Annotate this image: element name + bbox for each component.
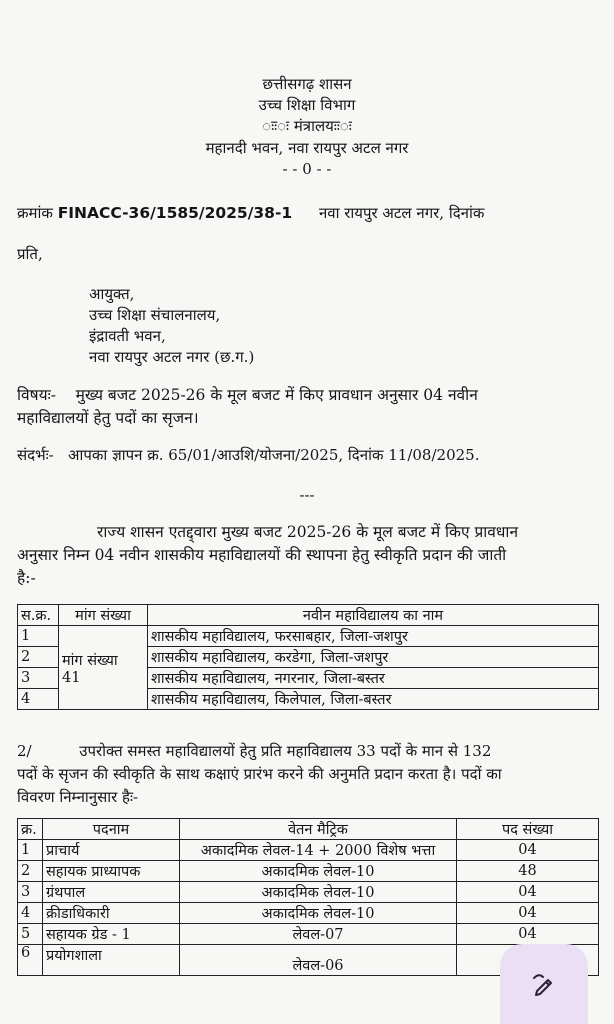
para2-line-1: 2/ उपरोक्त समस्त महाविद्यालयों हेतु प्रति महाविद्यालय 33 पदों के मान से 132 [17, 742, 492, 760]
header-government: छत्तीसगढ़ शासन [262, 75, 352, 93]
col-header-sn: क्र. [18, 819, 43, 840]
table-header-row [18, 819, 599, 840]
row-sn: 1 [18, 626, 59, 647]
table-row [18, 882, 599, 903]
col-header-sn: स.क्र. [18, 605, 59, 626]
row-sn: 4 [18, 903, 43, 924]
row-sn: 2 [18, 647, 59, 668]
header-ministry: ःःः मंत्रालयःःः [262, 117, 352, 135]
row-post: ग्रंथपाल [43, 882, 180, 903]
para1-line-3: है:- [17, 569, 36, 587]
subject-line-2: महाविद्यालयों हेतु पदों का सृजन। [17, 409, 199, 427]
colleges-table [17, 604, 599, 710]
ref-line [17, 203, 484, 223]
row-sn: 3 [18, 882, 43, 903]
row-sn: 3 [18, 668, 59, 689]
demand-number: 41 [62, 669, 81, 686]
subject-line-1: विषयः- मुख्य बजट 2025-26 के मूल बजट में किए प्रावधान अनुसार 04 नवीन [17, 386, 478, 404]
row-pay: अकादमिक लेवल-10 [180, 903, 457, 924]
col-header-pay: वेतन मैट्रिक [180, 819, 457, 840]
row-college-name: शासकीय महाविद्यालय, किलेपाल, जिला-बस्तर [148, 689, 599, 710]
ref-number: FINACC-36/1585/2025/38-1 [57, 204, 293, 222]
row-pay: लेवल-06 [180, 945, 457, 976]
table-row [18, 626, 599, 647]
row-post: सहायक प्राध्यापक [43, 861, 180, 882]
row-college-name: शासकीय महाविद्यालय, नगरनार, जिला-बस्तर [148, 668, 599, 689]
row-post: प्राचार्य [43, 840, 180, 861]
col-header-college: नवीन महाविद्यालय का नाम [148, 605, 599, 626]
row-sn: 1 [18, 840, 43, 861]
reference-line: संदर्भः- आपका ज्ञापन क्र. 65/01/आउशि/योजना/2025, दिनांक 11/08/2025. [17, 446, 480, 464]
ref-label: क्रमांक [17, 204, 53, 222]
row-college-name: शासकीय महाविद्यालय, फरसाबहार, जिला-जशपुर [148, 626, 599, 647]
ref-place-date: नवा रायपुर अटल नगर, दिनांक [318, 204, 485, 222]
row-pay: अकादमिक लेवल-10 [180, 861, 457, 882]
row-pay: लेवल-07 [180, 924, 457, 945]
table-row [18, 903, 599, 924]
header-divider: - - 0 - - [282, 160, 332, 178]
subject-block [17, 384, 601, 430]
row-sn: 4 [18, 689, 59, 710]
row-college-name: शासकीय महाविद्यालय, करडेगा, जिला-जशपुर [148, 647, 599, 668]
header-address: महानदी भवन, नवा रायपुर अटल नगर [205, 139, 409, 157]
separator: --- [299, 486, 315, 504]
row-count: 48 [457, 861, 599, 882]
edit-pen-icon [529, 969, 559, 999]
to-line-4: नवा रायपुर अटल नगर (छ.ग.) [89, 348, 255, 366]
col-header-demand: मांग संख्या [59, 605, 148, 626]
para2-line-3: विवरण निम्नानुसार हैः- [17, 788, 139, 806]
row-post: प्रयोगशाला [43, 945, 180, 976]
col-header-count: पद संख्या [457, 819, 599, 840]
row-count: 04 [457, 840, 599, 861]
table-row [18, 924, 599, 945]
para2-line-2: पदों के सृजन की स्वीकृति के साथ कक्षाएं प्रारंभ करने की अनुमति प्रदान करता है। पदों का [17, 765, 502, 783]
row-post: क्रीडाधिकारी [43, 903, 180, 924]
header-department: उच्च शिक्षा विभाग [258, 96, 356, 114]
para2-block [17, 740, 609, 809]
to-line-2: उच्च शिक्षा संचालनालय, [89, 306, 221, 324]
row-count: 04 [457, 882, 599, 903]
para1-line-2: अनुसार निम्न 04 नवीन शासकीय महाविद्यालयों की स्थापना हेतु स्वीकृति प्रदान की जाती [17, 546, 507, 564]
demand-cell [59, 626, 148, 710]
row-sn: 2 [18, 861, 43, 882]
row-pay: अकादमिक लेवल-14 + 2000 विशेष भत्ता [180, 840, 457, 861]
row-sn: 6 [18, 945, 43, 976]
table-row [18, 861, 599, 882]
col-header-post: पदनाम [43, 819, 180, 840]
table-header-row [18, 605, 599, 626]
para1-line-1: राज्य शासन एतद्द्वारा मुख्य बजट 2025-26 के मूल बजट में किए प्रावधान [97, 523, 519, 541]
row-count: 04 [457, 903, 599, 924]
to-line-1: आयुक्त, [89, 285, 135, 303]
table-row [18, 840, 599, 861]
row-pay: अकादमिक लेवल-10 [180, 882, 457, 903]
prati-label: प्रति, [17, 245, 43, 263]
to-line-3: इंद्रावती भवन, [89, 327, 166, 345]
row-sn: 5 [18, 924, 43, 945]
edit-button[interactable] [500, 944, 588, 1024]
row-count: 04 [457, 924, 599, 945]
row-post: सहायक ग्रेड - 1 [43, 924, 180, 945]
para1-block [17, 521, 607, 590]
demand-label: मांग संख्या [62, 652, 118, 669]
